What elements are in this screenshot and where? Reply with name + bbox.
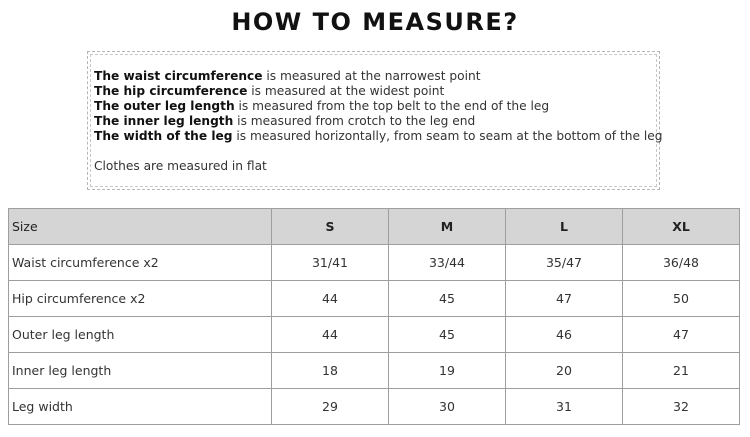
table-cell: 36/48 xyxy=(623,245,740,281)
table-cell: 50 xyxy=(623,281,740,317)
table-cell: 19 xyxy=(389,353,506,389)
table-cell: 32 xyxy=(623,389,740,425)
header-s: S xyxy=(272,209,389,245)
table-header-row xyxy=(9,209,740,245)
row-label: Hip circumference x2 xyxy=(9,281,272,317)
page-title: HOW TO MEASURE? xyxy=(231,8,519,36)
table-cell: 31 xyxy=(506,389,623,425)
header-l: L xyxy=(506,209,623,245)
table-row xyxy=(9,389,740,425)
table-cell: 45 xyxy=(389,281,506,317)
table-cell: 20 xyxy=(506,353,623,389)
table-cell: 46 xyxy=(506,317,623,353)
row-label: Waist circumference x2 xyxy=(9,245,272,281)
header-xl: XL xyxy=(623,209,740,245)
header-size: Size xyxy=(9,209,272,245)
measurement-guide-box xyxy=(87,51,663,190)
table-cell: 33/44 xyxy=(389,245,506,281)
table-row xyxy=(9,245,740,281)
table-cell: 31/41 xyxy=(272,245,389,281)
row-label: Outer leg length xyxy=(9,317,272,353)
table-cell: 47 xyxy=(623,317,740,353)
row-label: Leg width xyxy=(9,389,272,425)
flat-note: Clothes are measured in flat xyxy=(94,159,267,173)
table-cell: 44 xyxy=(272,281,389,317)
definition-leg-width: The width of the leg is measured horizontally, from seam to seam at the bottom of the leg xyxy=(94,129,663,143)
definition-hip: The hip circumference is measured at the widest point xyxy=(94,84,445,98)
table-cell: 30 xyxy=(389,389,506,425)
table-row xyxy=(9,353,740,389)
table-cell: 44 xyxy=(272,317,389,353)
header-m: M xyxy=(389,209,506,245)
table-cell: 18 xyxy=(272,353,389,389)
table-cell: 47 xyxy=(506,281,623,317)
size-table xyxy=(8,208,740,425)
table-row xyxy=(9,281,740,317)
definition-outer-leg: The outer leg length is measured from the top belt to the end of the leg xyxy=(94,99,550,113)
measurement-guide-content xyxy=(90,54,663,187)
table-row xyxy=(9,317,740,353)
row-label: Inner leg length xyxy=(9,353,272,389)
table-cell: 35/47 xyxy=(506,245,623,281)
table-cell: 45 xyxy=(389,317,506,353)
table-cell: 21 xyxy=(623,353,740,389)
table-cell: 29 xyxy=(272,389,389,425)
definition-waist: The waist circumference is measured at the narrowest point xyxy=(94,69,481,83)
definition-inner-leg: The inner leg length is measured from crotch to the leg end xyxy=(94,114,476,128)
